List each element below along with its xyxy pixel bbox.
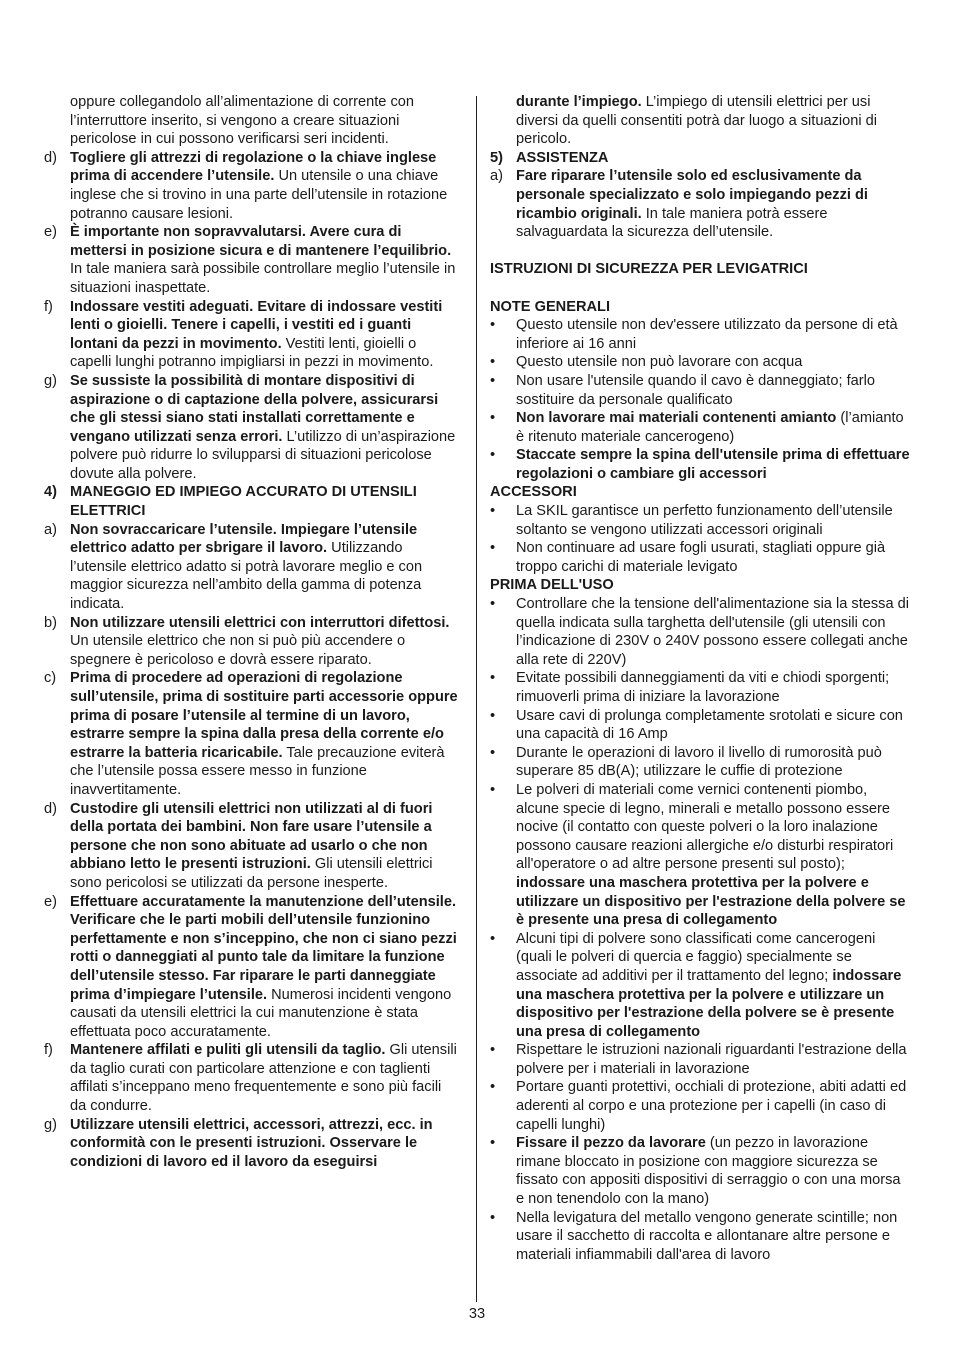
right-column (490, 93, 910, 1264)
bullet-icon: • (490, 670, 496, 687)
bullet-item (490, 502, 910, 539)
item-text (516, 1041, 910, 1078)
item-label: f) (44, 298, 53, 315)
bold-text: Fissare il pezzo da lavorare (516, 1135, 706, 1152)
item-label: 5) (490, 149, 503, 166)
list-item (44, 800, 458, 893)
body-text: Rispettare le istruzioni nazionali riguardanti l'estrazione della polvere per i materiali in lavorazione (516, 1042, 907, 1077)
list-item (44, 521, 458, 614)
bullet-item (490, 744, 910, 781)
item-label: g) (44, 1116, 57, 1133)
item-text (516, 446, 910, 483)
bullet-item (490, 409, 910, 446)
body-text: oppure collegandolo all’alimentazione di corrente con l’interruttore inserito, si vengono a creare situazioni pericolose in cui possono verificarsi seri incidenti. (70, 94, 414, 148)
list-item (44, 1116, 458, 1172)
bullet-item (490, 1134, 910, 1208)
section-heading: ISTRUZIONI DI SICUREZZA PER LEVIGATRICI (490, 261, 808, 278)
bullet-icon: • (490, 447, 496, 464)
item-label: e) (44, 893, 57, 910)
body-text: Nella levigatura del metallo vengono generate scintille; non usare il sacchetto di raccolta e allontanare altre persone e materiali infiammabili dall'area di lavoro (516, 1209, 898, 1263)
bold-text: Custodire gli utensili elettrici non utilizzati al di fuori della portata dei bambini. Non fare usare l’utensile a persone che non sono abituate ad usarlo o che non abbiano letto le presenti istruzioni. (70, 800, 433, 873)
item-text (70, 149, 458, 223)
item-text (516, 149, 910, 168)
left-column (44, 93, 458, 1171)
item-text (516, 707, 910, 744)
body-text: Usare cavi di prolunga completamente srotolati e sicure con una capacità di 16 Amp (516, 707, 903, 743)
section-heading: ACCESSORI (490, 484, 577, 501)
item-text (70, 223, 458, 297)
body-text: Un utensile elettrico che non si può più accendere o spegnere è pericoloso e dovrà essere riparato. (70, 633, 406, 668)
bold-text: Non lavorare mai materiali contenenti amianto (516, 410, 837, 427)
section-heading: PRIMA DELL'USO (490, 577, 614, 594)
list-item (44, 149, 458, 223)
spacer (490, 279, 910, 298)
bullet-icon: • (490, 707, 496, 724)
bold-text: Non sovraccaricare l’utensile. Impiegare l’utensile elettrico adatto per sbrigare il lavoro. (70, 521, 418, 557)
body-text: Gli utensili elettrici sono pericolosi se utilizzati da persone inesperte. (70, 856, 433, 891)
bold-text: Staccate sempre la spina dell'utensile prima di effettuare regolazioni o cambiare gli accessori (516, 447, 910, 482)
body-text: Un utensile o una chiave inglese che si trovino in una parte dell’utensile in rotazione potranno causare lesioni. (70, 168, 448, 222)
bullet-icon: • (490, 540, 496, 557)
item-text (516, 930, 910, 1042)
bold-text: Fare riparare l’utensile solo ed esclusivamente da personale specializzato e solo impiegando pezzi di ricambio originali. (516, 168, 868, 222)
bullet-icon: • (490, 744, 496, 761)
continued-paragraph (490, 93, 910, 149)
item-label: a) (490, 168, 503, 185)
item-text (516, 167, 910, 241)
bold-text: Togliere gli attrezzi di regolazione o la chiave inglese prima di accendere l’utensile. (70, 149, 437, 185)
list-item (44, 372, 458, 484)
list-item (490, 167, 910, 241)
item-label: d) (44, 149, 57, 166)
body-text: Non continuare ad usare fogli usurati, stagliati oppure già troppo carichi di materiale levigato (516, 540, 886, 575)
bullet-icon: • (490, 1135, 496, 1152)
body-text: Le polveri di materiali come vernici contenenti piombo, alcune specie di legno, minerali e metallo possono essere nocive (il contatto con queste polveri o la loro inalazione possono causare reazioni allergiche e/o disturbi respiratori all'operatore o ad altre persone presenti sul posto); (516, 781, 894, 873)
body-text: L’utilizzo di un’aspirazione polvere può ridurre lo svilupparsi di situazioni pericolose dovute alla polvere. (70, 428, 456, 482)
bullet-icon: • (490, 596, 496, 613)
item-text (70, 1116, 458, 1172)
bullet-item (490, 1078, 910, 1134)
body-text: Controllare che la tensione dell'alimentazione sia la stessa di quella indicata sulla targhetta dell'utensile (gli utensili con l’indicazione di 230V o 240V possono essere collegati anche alla rete di 220V) (516, 596, 909, 668)
section-heading: NOTE GENERALI (490, 298, 610, 315)
body-text: Evitate possibili danneggiamenti da viti e chiodi sporgenti; rimuoverli prima di iniziare la lavorazione (516, 670, 890, 705)
bullet-icon: • (490, 372, 496, 389)
item-text (70, 614, 458, 670)
bold-text: È importante non sopravvalutarsi. Avere cura di mettersi in posizione sicura e di mantenere l’equilibrio. (70, 224, 452, 259)
bold-text: Se sussiste la possibilità di montare dispositivi di aspirazione o di captazione della polvere, assicurarsi che gli stessi siano stati installati correttamente e vengano utilizzati senza errori. (70, 372, 439, 445)
item-label: c) (44, 670, 57, 687)
item-text (70, 800, 458, 893)
body-text: Alcuni tipi di polvere sono classificati come cancerogeni (quali le polveri di quercia e faggio) specialmente se associate ad additivi per il trattamento del legno; (516, 930, 876, 984)
section-title (44, 483, 458, 520)
bold-text: Prima di procedere ad operazioni di regolazione sull’utensile, prima di sostituire parti accessorie oppure prima di posare l’utensile al termine di un lavoro, estrarre sempre la spina dalla presa della corrente e/o estrarre la batteria ricaricabile. (70, 670, 458, 761)
bold-text: durante l’impiego. (516, 94, 642, 110)
list-item (44, 1041, 458, 1115)
bold-text: Non utilizzare utensili elettrici con interruttori difettosi. (70, 614, 450, 631)
bullet-item (490, 669, 910, 706)
bullet-item (490, 595, 910, 669)
bullet-icon: • (490, 503, 496, 520)
item-text (516, 316, 910, 353)
bullet-icon: • (490, 354, 496, 371)
body-text: Portare guanti protettivi, occhiali di protezione, abiti adatti ed aderenti al corpo e una protezione per i capelli (in caso di capelli lunghi) (516, 1079, 907, 1133)
item-text (70, 893, 458, 1042)
section-title (490, 149, 910, 168)
body-text: Gli utensili da taglio curati con particolare attenzione e con taglienti affilati s’inceppano meno frequentemente e sono più facili da condurre. (70, 1042, 457, 1115)
body-text: (un pezzo in lavorazione rimane bloccato in posizione con maggiore sicurezza se fissato con appositi dispositivi di serraggio o con una morsa e non tenendolo con la mano) (516, 1135, 901, 1208)
column-divider (476, 96, 477, 1302)
item-text (516, 372, 910, 409)
bullet-item (490, 539, 910, 576)
item-text (516, 595, 910, 669)
item-text (70, 521, 458, 614)
bullet-item (490, 446, 910, 483)
body-text: Utilizzando l’utensile elettrico adatto si potrà lavorare meglio e con maggior sicurezza nell’ambito della gamma di potenza indicata. (70, 540, 423, 613)
bold-text: MANEGGIO ED IMPIEGO ACCURATO DI UTENSILI ELETTRICI (70, 484, 417, 520)
item-text (70, 1041, 458, 1115)
item-text (70, 669, 458, 799)
bullet-item (490, 1209, 910, 1265)
continued-paragraph (44, 93, 458, 149)
list-item (44, 223, 458, 297)
spacer (490, 242, 910, 261)
bullet-item (490, 707, 910, 744)
item-text (516, 409, 910, 446)
body-text: In tale maniera potrà essere salvaguardata la sicurezza dell’utensile. (516, 205, 828, 241)
body-text: Durante le operazioni di lavoro il livello di rumorosità può superare 85 dB(A); utilizzare le cuffie di protezione (516, 744, 882, 780)
list-item (44, 669, 458, 799)
body-text: Questo utensile non dev'essere utilizzato da persone di età inferiore ai 16 anni (516, 317, 898, 352)
bullet-item (490, 372, 910, 409)
item-text (516, 502, 910, 539)
page-number: 33 (468, 1306, 486, 1322)
bold-text: ASSISTENZA (516, 149, 609, 166)
bullet-item (490, 353, 910, 372)
body-text: Tale precauzione eviterà che l’utensile possa essere messo in funzione inavvertitamente. (70, 744, 445, 798)
item-text (516, 1209, 910, 1265)
body-text: In tale maniera sarà possibile controllare meglio l’utensile in situazioni inaspettate. (70, 261, 456, 296)
item-text (70, 298, 458, 372)
item-label: b) (44, 614, 57, 631)
list-item (44, 614, 458, 670)
body-text: L’impiego di utensili elettrici per usi diversi da quelli consentiti potrà dar luogo a situazioni di pericolo. (516, 94, 878, 148)
list-item (44, 298, 458, 372)
item-text (516, 781, 910, 930)
bullet-item (490, 316, 910, 353)
item-text (70, 372, 458, 484)
body-text: (l’amianto è ritenuto materiale cancerogeno) (516, 410, 904, 445)
item-text (516, 353, 910, 372)
body-text: Vestiti lenti, gioielli o capelli lunghi potranno impigliarsi in pezzi in movimento. (70, 335, 434, 371)
list-item (44, 893, 458, 1042)
bold-text: indossare una maschera protettiva per la polvere e utilizzare un dispositivo per l'estrazione della polvere se è presente una presa di collegamento (516, 874, 906, 929)
bullet-icon: • (490, 317, 496, 334)
body-text: Non usare l'utensile quando il cavo è danneggiato; farlo sostituire da personale qualificato (516, 372, 875, 408)
bullet-icon: • (490, 1042, 496, 1059)
item-text (516, 1134, 910, 1208)
bullet-item (490, 781, 910, 930)
bold-text: Utilizzare utensili elettrici, accessori, attrezzi, ecc. in conformità con le presenti istruzioni. Osservare le condizioni di lavoro ed il lavoro da eseguirsi (70, 1116, 433, 1170)
item-text (516, 744, 910, 781)
bold-text: indossare una maschera protettiva per la polvere e utilizzare un dispositivo per l'estrazione della polvere se è presente una presa di collegamento (516, 967, 902, 1040)
item-text (70, 483, 458, 520)
item-label: 4) (44, 484, 57, 501)
bold-text: Indossare vestiti adeguati. Evitare di indossare vestiti lenti o gioielli. Tenere i capelli, i vestiti ed i guanti lontani da pezzi in movimento. (70, 298, 443, 352)
bullet-item (490, 1041, 910, 1078)
bold-text: Mantenere affilati e puliti gli utensili da taglio. (70, 1042, 386, 1059)
bullet-icon: • (490, 1079, 496, 1096)
item-text (516, 1078, 910, 1134)
item-label: f) (44, 1042, 53, 1059)
body-text: La SKIL garantisce un perfetto funzionamento dell’utensile soltanto se vengono utilizzati accessori originali (516, 503, 893, 538)
item-label: e) (44, 224, 57, 241)
item-label: d) (44, 800, 57, 817)
item-label: g) (44, 372, 57, 389)
bullet-item (490, 930, 910, 1042)
item-text (516, 669, 910, 706)
bullet-icon: • (490, 781, 496, 798)
body-text: Numerosi incidenti vengono causati da utensili elettrici la cui manutenzione è stata effettuata poco accuratamente. (70, 986, 452, 1040)
item-label: a) (44, 521, 57, 538)
bullet-icon: • (490, 930, 496, 947)
bullet-icon: • (490, 410, 496, 427)
bullet-icon: • (490, 1209, 496, 1226)
bold-text: Effettuare accuratamente la manutenzione dell’utensile. Verificare che le parti mobili dell’utensile funzionino perfettamente e non s’inceppino, che non ci siano pezzi rotti o danneggiati al punto tale da limitare la funzione dell’utensile stesso. Far riparare le parti danneggiate prima d’impiegare l’utensile. (70, 893, 457, 1003)
item-text (516, 539, 910, 576)
body-text: Questo utensile non può lavorare con acqua (516, 354, 803, 371)
